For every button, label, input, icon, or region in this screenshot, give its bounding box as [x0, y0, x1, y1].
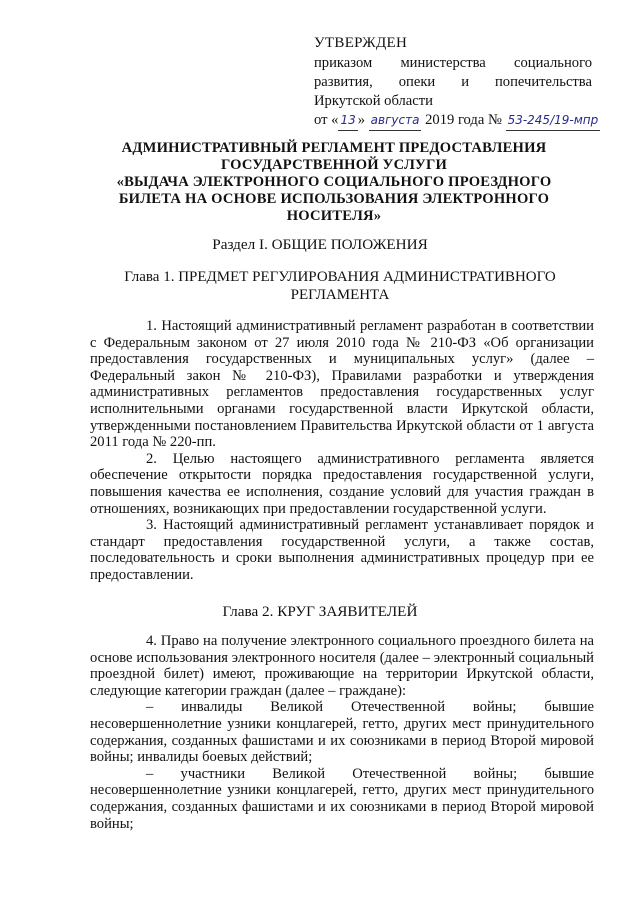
approval-line-4: [314, 111, 599, 131]
approval-line-3: Иркутской области: [314, 93, 433, 109]
paragraph-3: 3. Настоящий административный регламент устанавливает порядок и стандарт предоставления государственной услуги, а также состав, последовательность и сроки выполнения административных процедур при ее предоставлении.: [90, 517, 594, 583]
document-title: [84, 140, 584, 225]
chapter-line: РЕГЛАМЕНТА: [290, 287, 390, 303]
approval-stamp-block: [314, 34, 599, 131]
section-heading: Раздел I. ОБЩИЕ ПОЛОЖЕНИЯ: [212, 236, 428, 253]
handwritten-day: 13: [338, 111, 357, 131]
list-item: – участники Великой Отечественной войны; бывшие несовершеннолетние узники концлагерей, гетто, других мест принудительного содержания, созданных фашистами и их союзниками в период Второй мировой войны;: [90, 765, 594, 832]
chapter-line: Глава 1. ПРЕДМЕТ РЕГУЛИРОВАНИЯ АДМИНИСТРАТИВНОГО: [124, 269, 556, 285]
date-prefix: от «: [314, 112, 339, 128]
chapter-2-body: [90, 633, 594, 832]
handwritten-order-number: 53-245/19-мпр: [506, 111, 601, 131]
date-quote: »: [357, 112, 369, 128]
title-line: НОСИТЕЛЯ»: [286, 208, 382, 224]
title-line: «ВЫДАЧА ЭЛЕКТРОННОГО СОЦИАЛЬНОГО ПРОЕЗДНОГО: [116, 174, 552, 190]
chapter-1-heading: [100, 268, 580, 304]
approval-line-2: развития, опеки и попечительства: [314, 74, 592, 90]
handwritten-month: августа: [369, 111, 422, 131]
date-year: 2019 года №: [421, 112, 506, 128]
approval-heading: УТВЕРЖДЕН: [314, 35, 408, 51]
paragraph-1: 1. Настоящий административный регламент разработан в соответствии с Федеральным законом от 27 июля 2010 года № 210-ФЗ «Об организации предоставления государственных и муниципальных услуг» (далее – Федеральный закон № 210-ФЗ), Правилами разработки и утверждения административных регламентов предоставления государственных услуг исполнительными органами государственной власти Иркутской области, утвержденными постановлением Правительства Иркутской области от 1 августа 2011 года № 220-пп.: [90, 318, 594, 451]
list-item: – инвалиды Великой Отечественной войны; бывшие несовершеннолетние узники концлагерей, гетто, других мест принудительного содержания, созданных фашистами и их союзниками в период Второй мировой войны; инвалиды боевых действий;: [90, 699, 594, 766]
paragraph-2: 2. Целью настоящего административного регламента является обеспечение открытости порядка предоставления государственной услуги, повышения качества ее исполнения, создание условий для участия граждан в отношениях, возникающих при предоставлении государственной услуги.: [90, 450, 594, 517]
approval-line-1: приказом министерства социального: [314, 55, 592, 71]
chapter-1-body: [90, 318, 594, 584]
chapter-2-heading: Глава 2. КРУГ ЗАЯВИТЕЛЕЙ: [222, 603, 418, 620]
paragraph-4: 4. Право на получение электронного социального проездного билета на основе использования электронного носителя (далее – электронный социальный проездной билет) имеют, проживающие на территории Иркутской области, следующие категории граждан (далее – граждане):: [90, 633, 594, 699]
title-line: БИЛЕТА НА ОСНОВЕ ИСПОЛЬЗОВАНИЯ ЭЛЕКТРОННОГО: [118, 191, 550, 207]
title-line: АДМИНИСТРАТИВНЫЙ РЕГЛАМЕНТ ПРЕДОСТАВЛЕНИЯ: [121, 140, 547, 156]
title-line: ГОСУДАРСТВЕННОЙ УСЛУГИ: [220, 157, 447, 173]
